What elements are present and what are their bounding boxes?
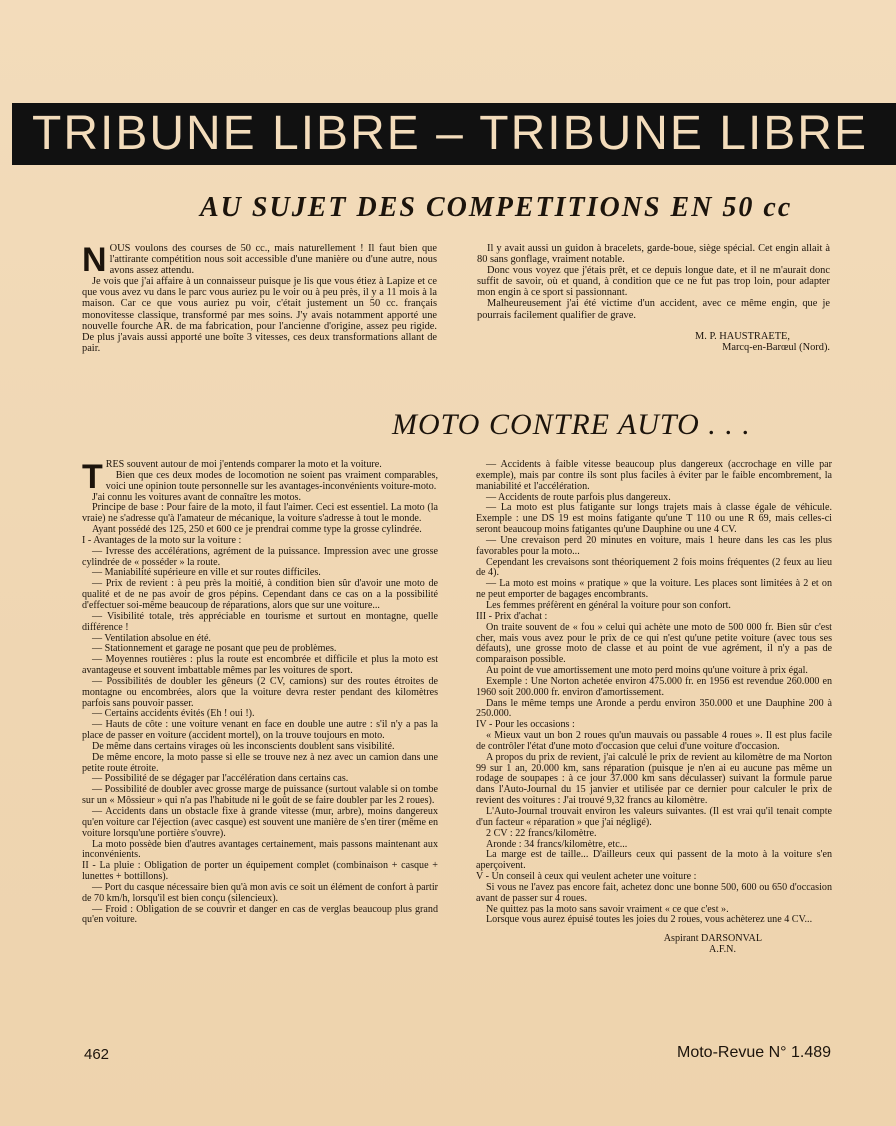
author-signature: M. P. HAUSTRAETE, <box>695 330 790 342</box>
paragraph: De même dans certains virages où les inconscients doublent sans visibilité. <box>92 740 395 752</box>
paragraph: — Accidents dans un obstacle fixe à grande vitesse (mur, arbre), moins dangereux qu'en voiture car l'éjection (avec casque) est souvent une manière de s'en tirer (même en voiture lorsqu'une portière s'ouvre). <box>82 806 438 839</box>
paragraph: J'ai connu les voitures avant de connaître les motos. <box>92 491 301 503</box>
paragraph: Si vous ne l'avez pas encore fait, achetez donc une bonne 500, 600 ou 650 d'occasion avant de passer sur 4 roues. <box>476 881 832 904</box>
paragraph: — Certains accidents évités (Eh ! oui !). <box>92 708 255 720</box>
paragraph: — Possibilités de doubler les gêneurs (2 CV, camions) sur des routes étroites de montagne ou encombrées, alors que la voiture devra rester pendant des kilomètres parfois sans pouvoir passer. <box>82 675 438 709</box>
article1-column-left <box>82 243 437 354</box>
paragraph: Bien que ces deux modes de locomotion ne soient pas vraiment comparables, voici une opinion toute personnelle sur les avantages-inconvénients voiture-moto. <box>105 469 438 492</box>
paragraph: — Froid : Obligation de se couvrir et danger en cas de verglas beaucoup plus grand qu'en voiture. <box>82 903 438 926</box>
paragraph: — Une crevaison perd 20 minutes en voiture, mais 1 heure dans les cas les plus favorables pour la moto... <box>476 534 832 557</box>
paragraph: — La moto est moins « pratique » que la voiture. Les places sont limitées à 2 et on ne peut emporter de bagages encombrants. <box>476 578 832 601</box>
paragraph: Il y avait aussi un guidon à bracelets, garde-boue, siège spécial. Cet engin allait à 80 sans gonflage, vraiment notable. <box>477 243 830 266</box>
paragraph: — Possibilité de se dégager par l'accélération dans certains cas. <box>92 773 349 785</box>
paragraph: — Hauts de côte : une voiture venant en face en double une autre : s'il n'y a pas la place de passer en voiture (accident mortel), on la trouve toujours en moto. <box>82 719 438 742</box>
paragraph: — Accidents à faible vitesse beaucoup plus dangereux (accrochage en ville par exemple), mais par contre ils sont plus faciles à éviter par le faible encombrement, la maniabilité et l'accélération. <box>476 459 832 492</box>
paragraph: Ayant possédé des 125, 250 et 600 ce je prendrai comme type la grosse cylindrée. <box>92 524 422 536</box>
author-unit: A.F.N. <box>709 944 736 956</box>
section-heading: II - La pluie : Obligation de porter un équipement complet (combinaison + casque + lunettes + bottillons). <box>82 860 438 883</box>
paragraph: — Visibilité totale, très appréciable en tourisme et surtout en montagne, quelle différence ! <box>82 610 438 633</box>
drop-cap: N <box>82 241 107 279</box>
paragraph: — La moto est plus fatigante sur longs trajets mais à classe égale de véhicule. Exemple : une DS 19 est moins fatigante qu'une T 110 ou une R 69, mais celles-ci seront beaucoup moins fatigantes qu'une Dauphine ou une 4 CV. <box>476 502 832 536</box>
paragraph: — Prix de revient : à peu près la moitié, à condition bien sûr d'avoir une moto de qualité et de ne pas avoir de gros pépins. Cependant dans ce cas on a la possibilité d'effectuer soi-même beaucoup de réparations, alors que sur une voiture... <box>82 578 438 611</box>
magazine-issue: Moto-Revue N° 1.489 <box>677 1044 832 1061</box>
banner-text: TRIBUNE LIBRE – TRIBUNE LIBRE <box>32 107 868 160</box>
section-heading: IV - Pour les occasions : <box>476 719 575 731</box>
paragraph: 2 CV : 22 francs/kilomètre. <box>486 827 597 839</box>
paragraph: — Port du casque nécessaire bien qu'à mon avis ce soit un élément de confort à partir de 70 km/h, lorsqu'il est bien conçu (silencieux). <box>82 881 438 904</box>
paragraph: L'Auto-Journal trouvait environ les valeurs suivantes. (Il est vrai qu'il tenait compte d'un facteur « réparation » que j'ai négligé). <box>476 806 832 828</box>
paragraph: On traite souvent de « fou » celui qui achète une moto de 500 000 fr. Bien sûr c'est cher, mais vous avez pour le prix de ce qui n'est qu'une petite voiture (avec tous ses défauts), une grosse moto de classe et au point de vue agrément, il n'y a pas de comparaison possible. <box>476 621 832 666</box>
paragraph: — Ivresse des accélérations, agrément de la puissance. Impression avec une grosse cylindrée de « posséder » la route. <box>82 545 438 568</box>
paragraph: Exemple : Une Norton achetée environ 475.000 fr. en 1956 est revendue 260.000 en 1960 soit 200.000 fr. environ d'amortissement. <box>476 675 832 698</box>
paragraph: « Mieux vaut un bon 2 roues qu'un mauvais ou passable 4 roues ». Il est plus facile de contrôler l'état d'une moto d'occasion que celui d'une voiture d'occasion. <box>476 730 832 752</box>
paragraph: Lorsque vous aurez épuisé toutes les joies du 2 roues, vous achèterez une 4 CV... <box>486 914 813 926</box>
paragraph: Principe de base : Pour faire de la moto, il faut l'aimer. Ceci est essentiel. La moto (la vraie) ne s'adresse qu'à l'amateur de mécanique, la voiture s'adresse à tout le monde. <box>82 502 438 525</box>
paragraph: Les femmes préfèrent en général la voiture pour son confort. <box>486 599 731 611</box>
paragraph: Malheureusement j'ai été victime d'un accident, avec ce même engin, que je pourrais facilement qualifier de grave. <box>477 298 830 321</box>
article2-column-left <box>82 460 438 926</box>
drop-cap: T <box>82 458 103 496</box>
paragraph: — Stationnement et garage ne posant que peu de problèmes. <box>92 643 337 655</box>
paragraph: — Maniabilité supérieure en ville et sur routes difficiles. <box>92 567 321 579</box>
paragraph: OUS voulons des courses de 50 cc., mais naturellement ! Il faut bien que l'attirante compétition nous soit accessible d'une manière ou d'une autre, nous avons assez attendu. <box>109 243 437 277</box>
paragraph: Donc vous voyez que j'étais prêt, et ce depuis longue date, et il ne m'aurait donc suffit de savoir, où et quand, à condition que ce ne fut pas trop loin, pour adapter mon engin à ce sport si passionnant. <box>477 265 830 299</box>
author-signature: Aspirant DARSONVAL <box>663 933 762 945</box>
article2-column-right <box>476 460 832 956</box>
paragraph: Ne quittez pas la moto sans savoir vraiment « ce que c'est ». <box>486 903 729 915</box>
article2-title: MOTO CONTRE AUTO . . . <box>392 408 751 441</box>
paragraph: Je vois que j'ai affaire à un connaisseur puisque je lis que vous étiez à Lapize et ce que vous avez vu dans le parc vous auriez pu le voir ou à peu près, il y a 11 mois à la maison. Car ce que vous auriez pu voir, c'était justement un 50 cc. français monovitesse classique, transformé par mes soins. J'y avais notamment apporté une nouvelle fourche AR. de ma fabrication, pour l'ancienne d'origine, assez peu rigide. De plus j'avais aussi apporté une boîte 3 vitesses, ces deux transformations allant de pair. <box>82 276 437 354</box>
paragraph: La moto possède bien d'autres avantages certainement, mais passons maintenant aux inconvénients. <box>82 838 438 861</box>
paragraph: — Moyennes routières : plus la route est encombrée et difficile et plus la moto est avantageuse et souvent imbattable mêmes par les voitures de sport. <box>82 654 438 677</box>
author-location: Marcq-en-Barœul (Nord). <box>722 341 830 353</box>
paragraph: Cependant les crevaisons sont théoriquement 2 fois moins fréquentes (2 feux au lieu de 4). <box>476 556 832 579</box>
section-heading: V - Un conseil à ceux qui veulent acheter une voiture : <box>476 871 697 883</box>
section-heading: I - Avantages de la moto sur la voiture : <box>82 534 242 546</box>
paragraph: Aronde : 34 francs/kilomètre, etc... <box>486 838 628 850</box>
paragraph: A propos du prix de revient, j'ai calculé le prix de revient au kilomètre de ma Norton 99 sur 1 an, 20.000 km, sans réparation (puisque je n'en ai eu aucune pas même un rodage de soupapes : à ce jour 37.000 km sans déculasser) suivant la formule parue dans l'Auto-Journal du 15 janvier et utilisée par ce dernier pour calculer le prix de revient des voitures : J'ai trouvé 9,32 francs au kilomètre. <box>476 751 832 807</box>
paragraph: Dans le même temps une Aronde a perdu environ 350.000 et une Dauphine 200 à 250.000. <box>476 697 832 720</box>
paragraph: — Accidents de route parfois plus dangereux. <box>486 491 671 503</box>
paragraph: — Ventilation absolue en été. <box>92 632 211 644</box>
paragraph: RES souvent autour de moi j'entends comparer la moto et la voiture. <box>105 459 382 470</box>
paragraph: La marge est de taille... D'ailleurs ceux qui passent de la moto à la voiture s'en aperçoivent. <box>476 849 832 872</box>
article1-column-right <box>477 243 830 353</box>
section-heading: III - Prix d'achat : <box>476 610 548 622</box>
paragraph: De même encore, la moto passe si elle se trouve nez à nez avec un camion dans une petite route étroite. <box>82 751 438 774</box>
article1-title: AU SUJET DES COMPETITIONS EN 50 cc <box>200 192 793 223</box>
paragraph: — Possibilité de doubler avec grosse marge de puissance (surtout valable si on tombe sur un « Môssieur » qui n'a pas l'habitude ni le goût de se faire doubler par les 2 roues). <box>82 784 439 807</box>
page-number: 462 <box>84 1046 110 1063</box>
tribune-libre-banner <box>12 103 896 165</box>
paragraph: Au point de vue amortissement une moto perd moins qu'une voiture à prix égal. <box>486 665 808 677</box>
